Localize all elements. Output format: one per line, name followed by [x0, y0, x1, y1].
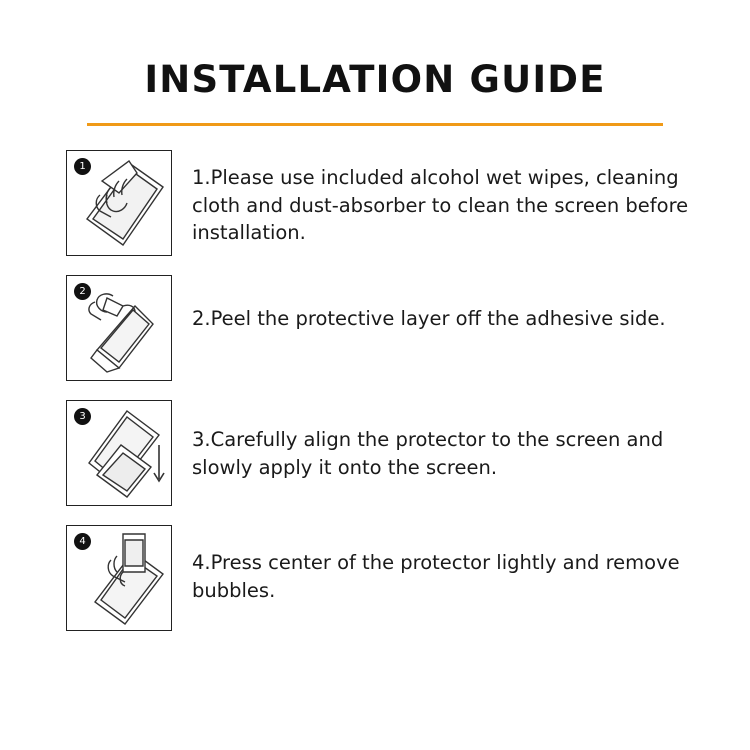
- step-badge-2: 2: [74, 283, 91, 300]
- list-item: [66, 275, 690, 381]
- step-body-1: Please use included alcohol wet wipes, cleaning cloth and dust-absorber to clean the screen before installation.: [192, 166, 689, 245]
- step-text-1: [172, 150, 690, 247]
- step-text-3: [172, 400, 690, 481]
- step-number-3: 3.: [192, 428, 211, 451]
- step-number-1: 1.: [192, 166, 211, 189]
- step-badge-3: 3: [74, 408, 91, 425]
- step-number-2: 2.: [192, 307, 211, 330]
- steps-list: [0, 150, 750, 631]
- step-text-2: [172, 275, 690, 333]
- list-item: [66, 400, 690, 506]
- step-illustration-3: [66, 400, 172, 506]
- step-body-4: Press center of the protector lightly and remove bubbles.: [192, 551, 680, 602]
- step-text-4: [172, 525, 690, 604]
- list-item: [66, 150, 690, 256]
- page-title: INSTALLATION GUIDE: [144, 58, 606, 101]
- step-body-3: Carefully align the protector to the screen and slowly apply it onto the screen.: [192, 428, 664, 479]
- step-body-2: Peel the protective layer off the adhesive side.: [210, 307, 666, 330]
- step-badge-1: 1: [74, 158, 91, 175]
- list-item: [66, 525, 690, 631]
- step-badge-4: 4: [74, 533, 91, 550]
- title-divider: [87, 123, 663, 126]
- step-illustration-4: [66, 525, 172, 631]
- step-illustration-2: [66, 275, 172, 381]
- step-illustration-1: [66, 150, 172, 256]
- step-number-4: 4.: [192, 551, 211, 574]
